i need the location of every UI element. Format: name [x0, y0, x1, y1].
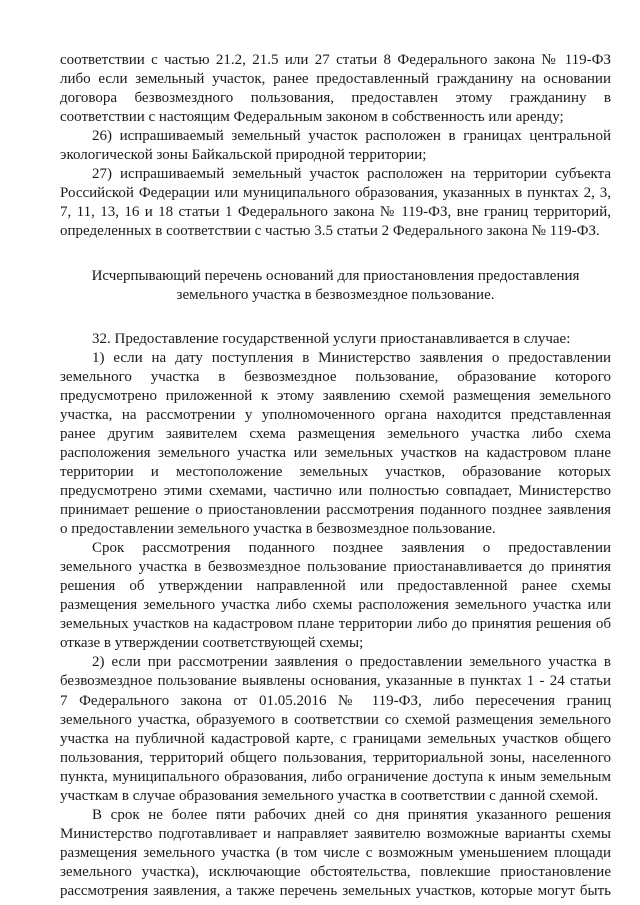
text-line: расположения земельного участка или земельных участков на кадастровом плане: [60, 445, 611, 461]
text-line: земельного участка в безвозмездное пользование приостанавливается до принятия: [60, 559, 611, 575]
text-line: Российской Федерации или муниципального образования, указанных в пунктах 2, 3,: [60, 185, 611, 201]
section-heading-line: Исчерпывающий перечень оснований для приостановления предоставления: [91, 268, 580, 284]
text-line: 26) испрашиваемый земельный участок расположен в границах центральной: [92, 128, 611, 144]
text-line: земельного участка), исключающие обстоятельства, повлекшие приостановление: [60, 864, 611, 880]
text-line: предусмотрено этими схемами, частично или полностью совпадает, Министерство: [60, 483, 611, 499]
text-line: определенных в соответствии с частью 3.5 статьи 2 Федерального закона № 119-ФЗ.: [60, 223, 600, 239]
text-line: земельных участков на кадастровом плане территории либо до принятия решения об: [60, 616, 611, 632]
text-line: 2) если при рассмотрении заявления о предоставлении земельного участка в: [92, 654, 611, 670]
text-line: размещения земельного участка (в том числе с возможным уменьшением площади: [60, 845, 611, 861]
text-line: размещения земельного участка либо схемы расположения земельного участка или: [60, 597, 611, 613]
text-line: 32. Предоставление государственной услуги приостанавливается в случае:: [92, 331, 571, 347]
text-line: рассмотрения заявления, а также перечень земельных участков, которые могут быть: [60, 883, 611, 899]
text-line: соответствии с частью 21.2, 21.5 или 27 статьи 8 Федерального закона № 119-ФЗ: [60, 52, 611, 68]
text-line: 1) если на дату поступления в Министерство заявления о предоставлении: [92, 350, 611, 366]
text-line: пользования, территорий общего пользования, территориальной зоны, населенного: [60, 750, 611, 766]
text-line: 7, 11, 13, 16 и 18 статьи 1 Федерального закона № 119-ФЗ, вне границ территорий,: [60, 204, 611, 220]
section-heading-line: земельного участка в безвозмездное пользование.: [176, 287, 495, 303]
text-line: В срок не более пяти рабочих дней со дня принятия указанного решения: [92, 807, 611, 823]
text-line: экологической зоны Байкальской природной территории;: [60, 147, 427, 163]
text-line: территории и местоположение земельных участков, образование которых: [60, 464, 611, 480]
text-line: отказе в утверждении соответствующей схемы;: [60, 635, 364, 651]
text-line: Срок рассмотрения поданного позднее заявления о предоставлении: [92, 540, 611, 556]
text-line: о предоставлении земельного участка в безвозмездное пользование.: [60, 521, 496, 537]
text-line: участка на публичной кадастровой карте, с границами земельных участков общего: [60, 731, 611, 747]
text-line: решения об утверждении направленной или предоставленной ранее схемы: [60, 578, 611, 594]
text-line: либо если земельный участок, ранее предоставленный гражданину на основании: [60, 71, 611, 87]
text-line: участкам в случае образования земельного участка в соответствии с данной схемой.: [60, 788, 599, 804]
text-line: безвозмездное пользование выявлены основания, указанные в пунктах 1 - 24 статьи: [60, 673, 611, 689]
text-line: участка, на рассмотрении у уполномоченного органа находится представленная: [60, 407, 611, 423]
text-line: Министерство подготавливает и направляет заявителю возможные варианты схемы: [60, 826, 611, 842]
text-line: пункта, муниципального образования, либо ограничение доступа к иным земельным: [60, 769, 611, 785]
text-line: предусмотрено приложенной к этому заявлению схемой размещения земельного: [60, 388, 611, 404]
text-line: 7 Федерального закона от 01.05.2016 № 119-ФЗ, либо пересечения границ: [60, 693, 611, 709]
text-line: соответствии с настоящим Федеральным законом в собственность или аренду;: [60, 109, 564, 125]
text-line: земельного участка в безвозмездное пользование, образование которого: [60, 369, 611, 385]
text-line: договора безвозмездного пользования, предоставлен этому гражданину в: [60, 90, 611, 106]
text-line: принимает решение о приостановлении рассмотрения поданного позднее заявления: [60, 502, 611, 518]
text-line: ранее другим заявителем схема размещения земельного участка либо схема: [60, 426, 611, 442]
text-line: 27) испрашиваемый земельный участок расположен на территории субъекта: [92, 166, 611, 182]
text-line: земельного участка, образуемого в соответствии со схемой размещения земельного: [60, 712, 611, 728]
